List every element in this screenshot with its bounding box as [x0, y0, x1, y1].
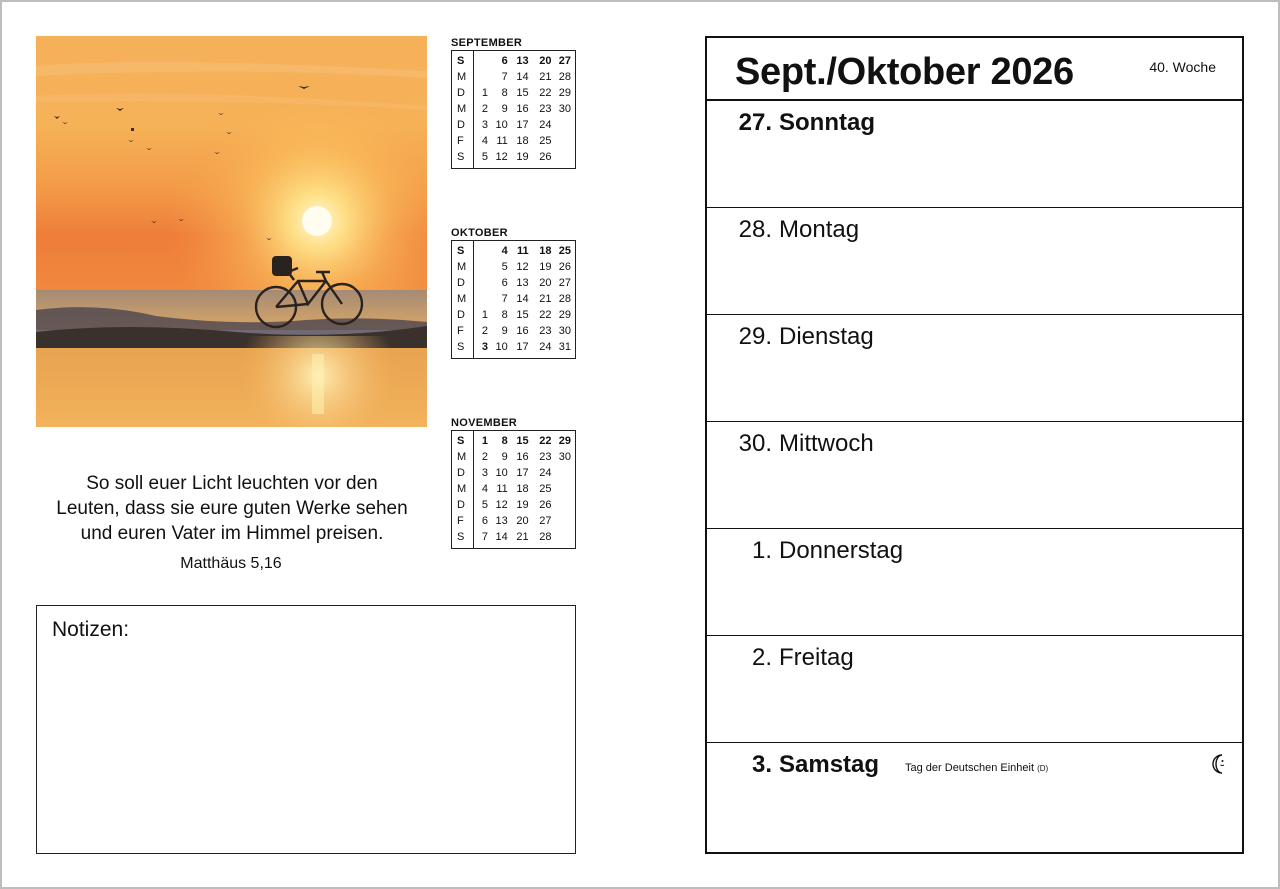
date-cell [473, 259, 488, 275]
mini-calendar-row [452, 323, 576, 339]
date-cell: 9 [501, 103, 508, 115]
mini-calendar-grid [451, 50, 576, 169]
date-cell: 21 [516, 531, 529, 543]
date-cell: 21 [539, 293, 552, 305]
mini-calendar-row [452, 481, 576, 497]
day-name: Sonntag [779, 109, 875, 136]
weekday-letter: D [452, 117, 474, 133]
date-cell: 24 [539, 119, 552, 131]
date-cell [552, 497, 576, 513]
date-cell: 4 [481, 483, 488, 495]
date-cell: 2 [481, 451, 488, 463]
date-cell: 29 [558, 435, 571, 447]
quote-line: Leuten, dass sie eure guten Werke sehen [56, 498, 408, 519]
date-cell: 2 [481, 325, 488, 337]
holiday-name: Tag der Deutschen Einheit [905, 762, 1035, 774]
date-cell: 16 [516, 103, 529, 115]
day-name: Dienstag [779, 323, 874, 350]
day-number: 2. [751, 644, 772, 671]
date-cell [473, 275, 488, 291]
weekday-letter: M [452, 259, 474, 275]
weekday-letter: M [452, 101, 474, 117]
date-cell [552, 513, 576, 529]
sunset-bicycle-photo [36, 36, 427, 427]
mini-calendar-row [452, 241, 576, 260]
mini-calendar-grid [451, 430, 576, 549]
mini-calendar-row [452, 529, 576, 549]
mini-calendar-november [451, 416, 576, 549]
date-cell: 26 [539, 499, 552, 511]
date-cell: 16 [516, 451, 529, 463]
date-cell: 7 [501, 293, 508, 305]
date-cell: 27 [558, 55, 571, 67]
mini-calendar-row [452, 117, 576, 133]
date-cell: 28 [539, 531, 552, 543]
mini-calendar-oktober [451, 226, 576, 359]
date-cell [473, 69, 488, 85]
weekday-letter: S [452, 431, 474, 450]
mini-calendar-row [452, 51, 576, 70]
date-cell: 23 [539, 103, 552, 115]
date-cell: 2 [481, 103, 488, 115]
date-cell: 26 [558, 261, 571, 273]
date-cell: 16 [516, 325, 529, 337]
date-cell: 6 [481, 515, 488, 527]
mini-calendar-september [451, 36, 576, 169]
date-cell: 10 [495, 119, 508, 131]
date-cell: 1 [481, 435, 488, 447]
day-row[interactable] [707, 101, 1242, 208]
date-cell [552, 117, 576, 133]
date-cell: 15 [516, 435, 529, 447]
date-cell: 15 [516, 87, 529, 99]
day-row[interactable] [707, 315, 1242, 422]
date-cell: 17 [516, 467, 529, 479]
mini-calendar-grid [451, 240, 576, 359]
date-cell: 24 [539, 341, 552, 353]
quote-line: und euren Vater im Himmel preisen. [80, 523, 384, 544]
holiday-region: (D) [1037, 764, 1049, 773]
date-cell: 11 [496, 135, 508, 147]
date-cell: 20 [516, 515, 529, 527]
weekday-letter: S [452, 51, 474, 70]
mini-calendar-row [452, 449, 576, 465]
weekday-letter: D [452, 85, 474, 101]
date-cell: 5 [481, 151, 488, 163]
date-cell: 24 [539, 467, 552, 479]
date-cell: 14 [516, 71, 529, 83]
weekday-letter: F [452, 133, 474, 149]
day-name: Samstag [779, 751, 880, 778]
date-cell: 13 [495, 515, 508, 527]
date-cell: 11 [516, 245, 529, 257]
date-cell: 30 [558, 103, 571, 115]
quote-reference: Matthäus 5,16 [180, 555, 282, 572]
day-number: 3. [751, 751, 772, 778]
date-cell: 25 [558, 245, 571, 257]
date-cell: 7 [501, 71, 508, 83]
date-cell: 30 [558, 325, 571, 337]
day-number: 29. [738, 323, 772, 350]
week-title: Sept./Oktober 2026 [735, 51, 1074, 93]
date-cell: 3 [481, 341, 488, 353]
weekday-letter: M [452, 291, 474, 307]
day-number: 1. [751, 537, 772, 564]
date-cell: 28 [558, 71, 571, 83]
weekday-letter: M [452, 69, 474, 85]
date-cell: 23 [539, 451, 552, 463]
date-cell: 12 [495, 151, 508, 163]
date-cell: 4 [501, 245, 508, 257]
date-cell [473, 241, 488, 260]
day-name: Donnerstag [779, 537, 904, 564]
date-cell [552, 133, 576, 149]
last-quarter-moon-icon [1212, 753, 1232, 780]
week-number: 40. Woche [1149, 59, 1216, 75]
day-row[interactable] [707, 208, 1242, 315]
date-cell: 22 [539, 87, 552, 99]
day-number: 28. [738, 216, 772, 243]
weekday-letter: D [452, 307, 474, 323]
mini-calendar-title: OKTOBER [451, 227, 508, 239]
date-cell: 25 [539, 135, 552, 147]
date-cell: 1 [481, 87, 488, 99]
day-row[interactable] [707, 743, 1242, 852]
date-cell: 28 [558, 293, 571, 305]
date-cell: 3 [481, 119, 488, 131]
mini-calendar-row [452, 431, 576, 450]
day-name: Freitag [779, 644, 854, 671]
date-cell: 21 [539, 71, 552, 83]
date-cell: 27 [539, 515, 552, 527]
day-row[interactable] [707, 529, 1242, 636]
mini-calendar-row [452, 101, 576, 117]
quote-line: So soll euer Licht leuchten vor den [86, 473, 378, 494]
date-cell: 9 [501, 451, 508, 463]
weekday-letter: F [452, 323, 474, 339]
date-cell: 10 [495, 341, 508, 353]
date-cell: 8 [501, 435, 508, 447]
date-cell: 8 [501, 309, 508, 321]
date-cell: 18 [539, 245, 552, 257]
mini-calendar-row [452, 259, 576, 275]
date-cell: 12 [495, 499, 508, 511]
mini-calendar-row [452, 497, 576, 513]
date-cell: 14 [495, 531, 508, 543]
date-cell: 19 [516, 499, 529, 511]
day-name: Mittwoch [779, 430, 874, 457]
date-cell [552, 465, 576, 481]
date-cell: 19 [539, 261, 552, 273]
date-cell: 17 [516, 119, 529, 131]
date-cell: 3 [481, 467, 488, 479]
mini-calendar-row [452, 275, 576, 291]
day-number: 27. [738, 109, 772, 136]
mini-calendar-title: SEPTEMBER [451, 37, 523, 49]
date-cell: 7 [481, 531, 488, 543]
date-cell: 22 [539, 309, 552, 321]
date-cell: 8 [501, 87, 508, 99]
date-cell: 18 [516, 135, 529, 147]
week-header [707, 38, 1242, 101]
date-cell: 5 [501, 261, 508, 273]
date-cell: 4 [481, 135, 488, 147]
weekday-letter: S [452, 241, 474, 260]
date-cell: 22 [539, 435, 552, 447]
date-cell [473, 51, 488, 70]
date-cell: 17 [516, 341, 529, 353]
date-cell [473, 291, 488, 307]
date-cell: 29 [558, 87, 571, 99]
date-cell: 12 [516, 261, 529, 273]
date-cell: 15 [516, 309, 529, 321]
day-number: 30. [738, 430, 772, 457]
date-cell: 29 [558, 309, 571, 321]
date-cell: 31 [558, 341, 571, 353]
date-cell: 20 [539, 55, 552, 67]
date-cell: 13 [516, 277, 529, 289]
mini-calendar-row [452, 149, 576, 169]
mini-calendar-row [452, 133, 576, 149]
mini-calendar-row [452, 69, 576, 85]
weekday-letter: S [452, 149, 474, 169]
day-name: Montag [779, 216, 860, 243]
date-cell: 6 [501, 55, 508, 67]
holiday-label [905, 762, 1048, 774]
date-cell: 25 [539, 483, 552, 495]
mini-calendar-row [452, 85, 576, 101]
week-planner [705, 36, 1244, 854]
date-cell [552, 149, 576, 169]
notes-box[interactable] [36, 605, 576, 854]
weekday-letter: S [452, 339, 474, 359]
date-cell: 6 [501, 277, 508, 289]
date-cell: 1 [481, 309, 488, 321]
weekday-letter: M [452, 481, 474, 497]
notes-label: Notizen: [52, 618, 130, 641]
day-row[interactable] [707, 636, 1242, 743]
date-cell: 13 [516, 55, 529, 67]
date-cell [552, 529, 576, 549]
date-cell: 26 [539, 151, 552, 163]
date-cell: 18 [516, 483, 529, 495]
date-cell: 10 [495, 467, 508, 479]
date-cell: 9 [501, 325, 508, 337]
date-cell: 20 [539, 277, 552, 289]
bible-quote [28, 471, 436, 546]
mini-calendar-row [452, 513, 576, 529]
weekday-letter: D [452, 465, 474, 481]
date-cell: 11 [496, 483, 508, 495]
date-cell: 14 [516, 293, 529, 305]
date-cell: 19 [516, 151, 529, 163]
date-cell: 30 [558, 451, 571, 463]
weekday-letter: D [452, 497, 474, 513]
weekday-letter: S [452, 529, 474, 549]
mini-calendar-title: NOVEMBER [451, 417, 517, 429]
mini-calendar-row [452, 465, 576, 481]
date-cell: 5 [481, 499, 488, 511]
weekday-letter: D [452, 275, 474, 291]
mini-calendar-row [452, 307, 576, 323]
mini-calendar-row [452, 291, 576, 307]
weekday-letter: F [452, 513, 474, 529]
date-cell: 23 [539, 325, 552, 337]
day-row[interactable] [707, 422, 1242, 529]
mini-calendar-row [452, 339, 576, 359]
weekday-letter: M [452, 449, 474, 465]
date-cell [552, 481, 576, 497]
date-cell: 27 [558, 277, 571, 289]
